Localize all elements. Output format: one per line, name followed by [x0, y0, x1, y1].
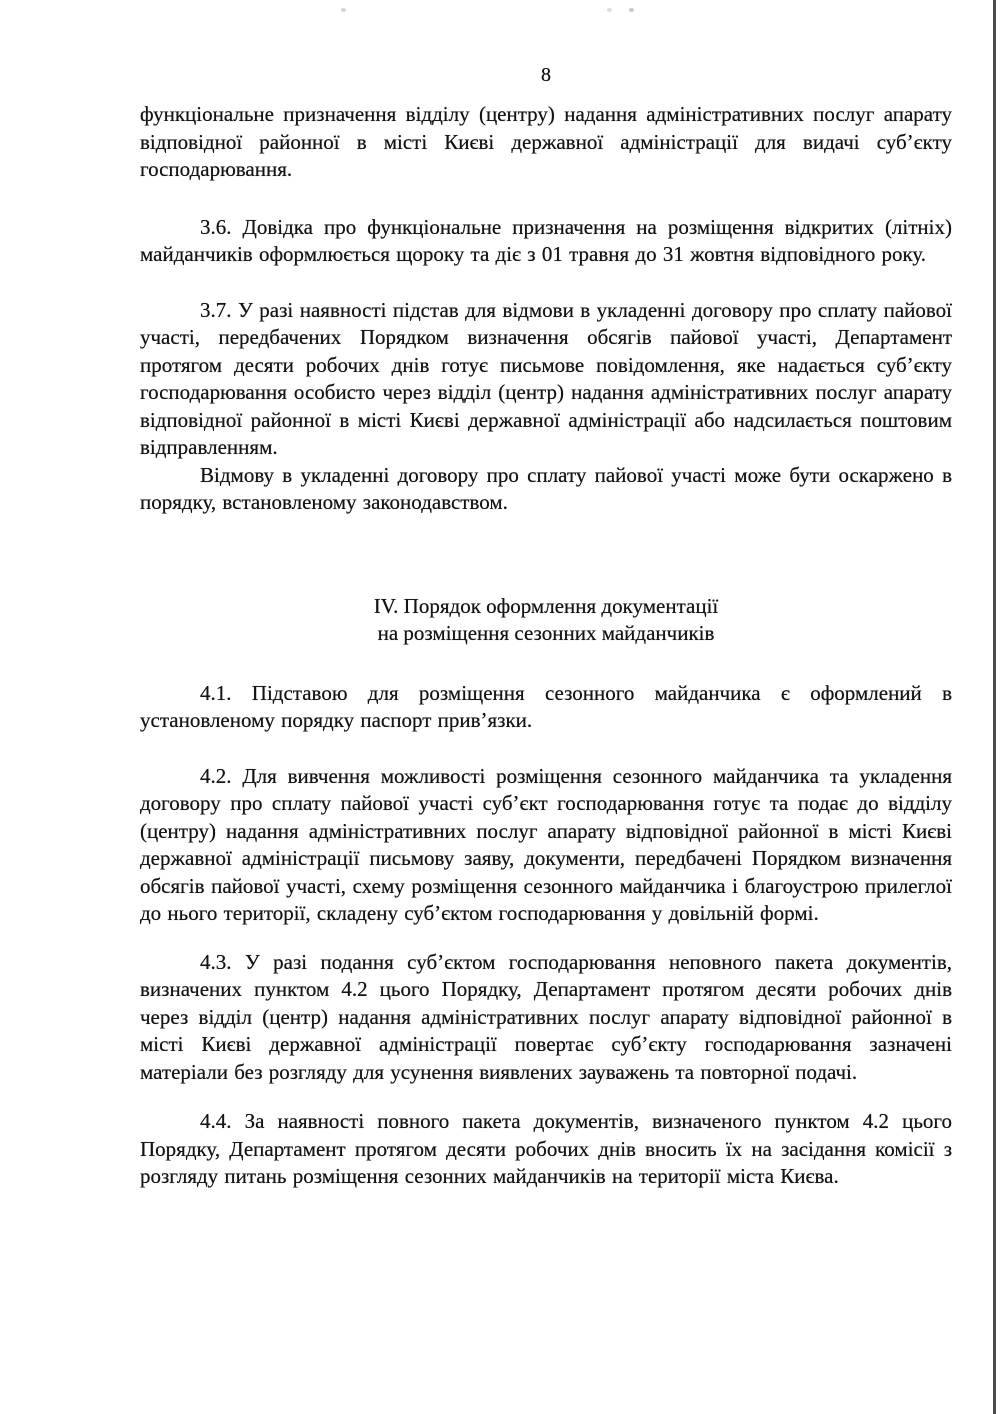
scan-speck — [607, 8, 612, 12]
scan-page-edge-line — [993, 0, 996, 1414]
paragraph-3-7: 3.7. У разі наявності підстав для відмови в укладенні договору про сплату пайової участі, передбачених Порядком визначення обсягів пайової участі, Департамент протягом десяти робочих днів готує письмове повідомлення, яке надається суб’єкту господарювання особисто через відділ (центр) надання адміністративних послуг апарату відповідної районної в місті Києві державної адміністрації або надсилається поштовим відправленням. — [140, 297, 952, 459]
paragraph-3-7-appeal: Відмову в укладенні договору про сплату пайової участі може бути оскаржено в порядку, встановленому законодавством. — [140, 462, 952, 514]
paragraph-continuation: функціональне призначення відділу (центру) надання адміністративних послуг апарату відповідної районної в місті Києві державної адміністрації для видачі суб’єкту господарювання. — [140, 102, 952, 181]
section-heading-line-1: IV. Порядок оформлення документації — [373, 593, 719, 618]
scan-speck — [629, 8, 634, 12]
paragraph-3-6: 3.6. Довідка про функціональне призначення на розміщення відкритих (літніх) майданчиків оформлюється щороку та діє з 01 травня до 31 жовтня відповідного року. — [140, 214, 952, 266]
paragraph-4-4: 4.4. За наявності повного пакета документів, визначеного пунктом 4.2 цього Порядку, Департамент протягом десяти робочих днів вносить їх на засідання комісії з розгляду питань розміщення сезонних майданчиків на території міста Києва. — [140, 1109, 952, 1188]
scan-speck — [341, 8, 346, 12]
paragraph-4-2: 4.2. Для вивчення можливості розміщення сезонного майданчика та укладення договору про сплату пайової участі суб’єкт господарювання готує та подає до відділу (центру) надання адміністративних послуг апарату відповідної районної в місті Києві державної адміністрації письмову заяву, документи, передбачені Порядком визначення обсягів пайової участі, схему розміщення сезонного майданчика і благоустрою прилеглої до нього території, складену суб’єктом господарювання у довільній формі. — [140, 763, 952, 925]
paragraph-4-1: 4.1. Підставою для розміщення сезонного майданчика є оформлений в установленому порядку паспорт прив’язки. — [140, 680, 952, 732]
section-heading-iv — [140, 593, 952, 648]
page-content — [140, 64, 952, 1191]
section-heading-line-2: на розміщення сезонних майданчиків — [377, 621, 715, 645]
paragraph-4-3: 4.3. У разі подання суб’єктом господарювання неповного пакета документів, визначених пунктом 4.2 цього Порядку, Департамент протягом десяти робочих днів через відділ (центр) надання адміністративних послуг апарату відповідної районної в місті Києві державної адміністрації повертає суб’єкту господарювання зазначені матеріали без розгляду для усунення виявлених зауважень та повторної подачі. — [140, 949, 952, 1084]
page-number: 8 — [541, 64, 551, 86]
